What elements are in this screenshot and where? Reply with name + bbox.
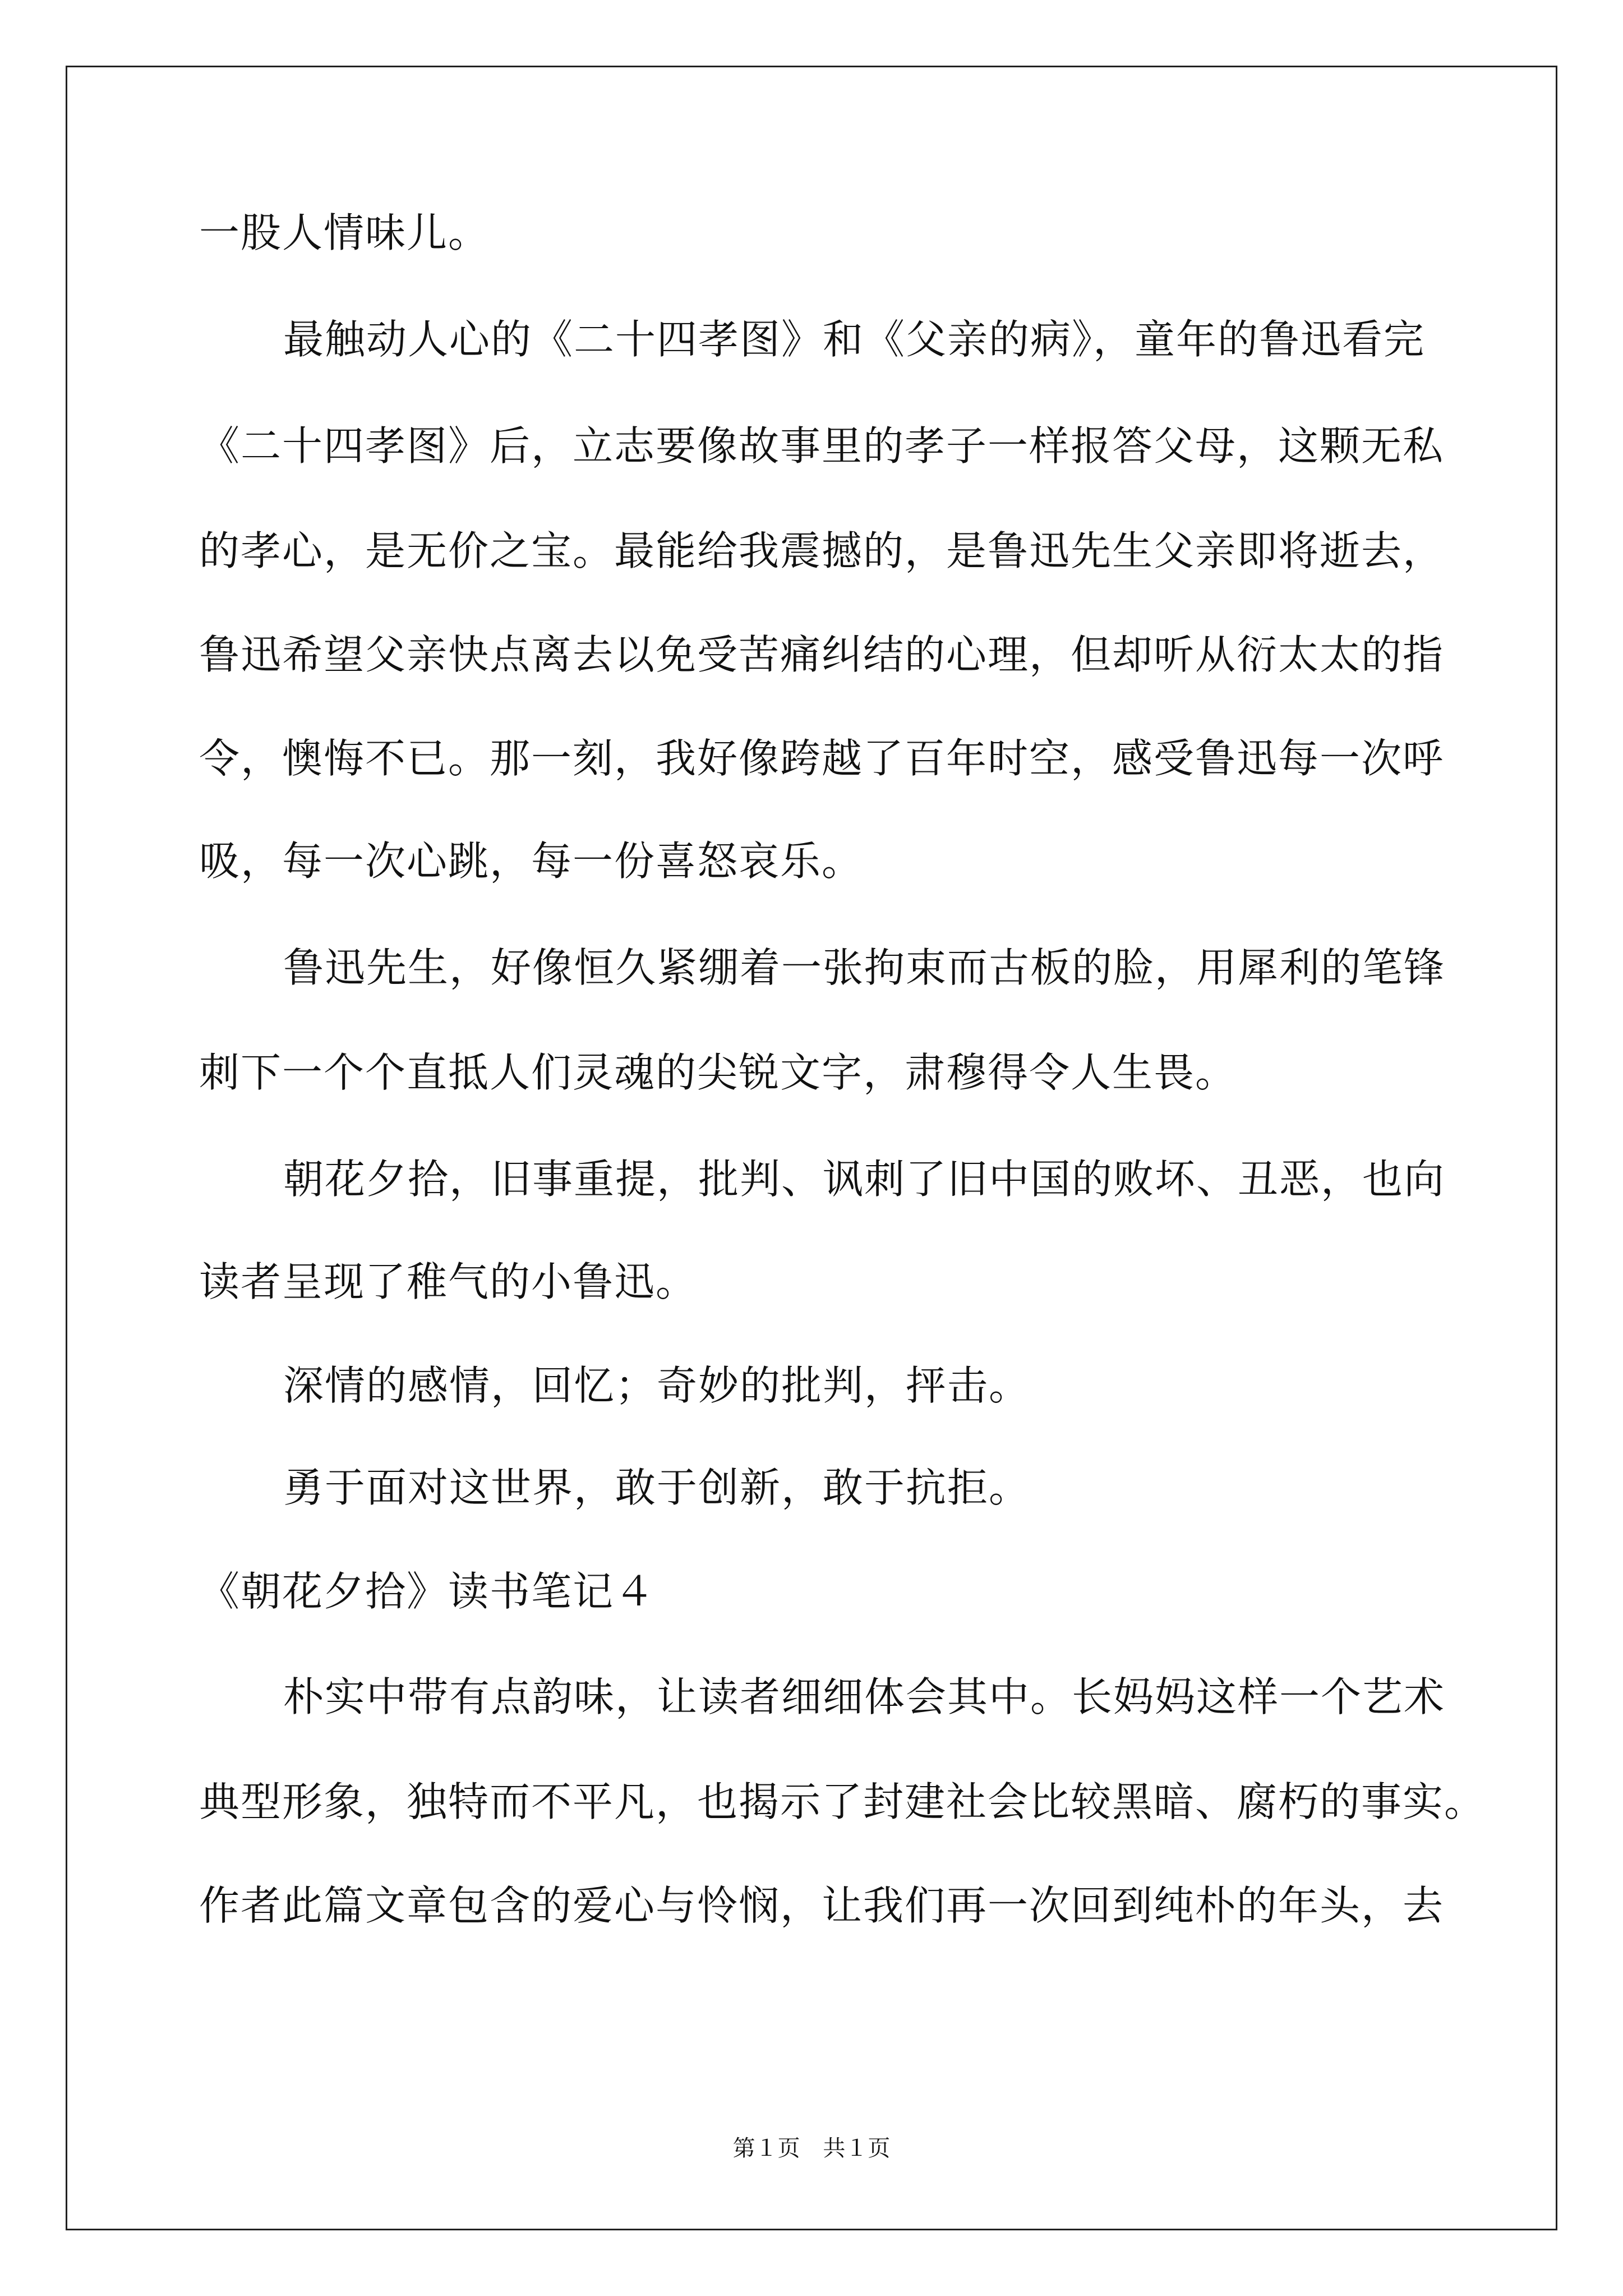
paragraph-line: 《二十四孝图》后，立志要像故事里的孝子一样报答父母，这颗无私 <box>199 422 1445 470</box>
paragraph-line: 吸，每一次心跳，每一份喜怒哀乐。 <box>199 838 864 885</box>
paragraph-line: 朝花夕拾，旧事重提，批判、讽刺了旧中国的败坏、丑恶，也向 <box>283 1156 1446 1203</box>
paragraph-line: 深情的感情，回忆；奇妙的批判，抨击。 <box>283 1362 1031 1409</box>
page-number: 第１页 <box>732 2136 800 2161</box>
paragraph-line: 勇于面对这世界，敢于创新，敢于抗拒。 <box>283 1464 1031 1511</box>
page-total: 共１页 <box>823 2136 891 2161</box>
paragraph-line: 典型形象，独特而不平凡，也揭示了封建社会比较黑暗、腐朽的事实。 <box>199 1778 1486 1825</box>
paragraph-line: 令，懊悔不已。那一刻，我好像跨越了百年时空，感受鲁迅每一次呼 <box>199 735 1445 782</box>
paragraph-line: 鲁迅先生，好像恒久紧绷着一张拘束而古板的脸，用犀利的笔锋 <box>283 944 1446 991</box>
paragraph-line: 作者此篇文章包含的爱心与怜悯，让我们再一次回到纯朴的年头，去 <box>199 1882 1445 1929</box>
paragraph-line: 朴实中带有点韵味，让读者细细体会其中。长妈妈这样一个艺术 <box>283 1673 1446 1720</box>
paragraph-line: 一股人情味儿。 <box>199 209 490 256</box>
paragraph-line: 的孝心，是无价之宝。最能给我震撼的，是鲁迅先生父亲即将逝去， <box>199 527 1445 574</box>
section-heading: 《朝花夕拾》读书笔记４ <box>199 1568 656 1615</box>
page-footer <box>0 2132 1623 2165</box>
paragraph-line: 刺下一个个直抵人们灵魂的尖锐文字，肃穆得令人生畏。 <box>199 1049 1237 1096</box>
paragraph-line: 鲁迅希望父亲快点离去以免受苦痛纠结的心理，但却听从衍太太的指 <box>199 631 1445 678</box>
paragraph-line: 最触动人心的《二十四孝图》和《父亲的病》，童年的鲁迅看完 <box>283 316 1426 363</box>
paragraph-line: 读者呈现了稚气的小鲁迅。 <box>199 1258 698 1305</box>
